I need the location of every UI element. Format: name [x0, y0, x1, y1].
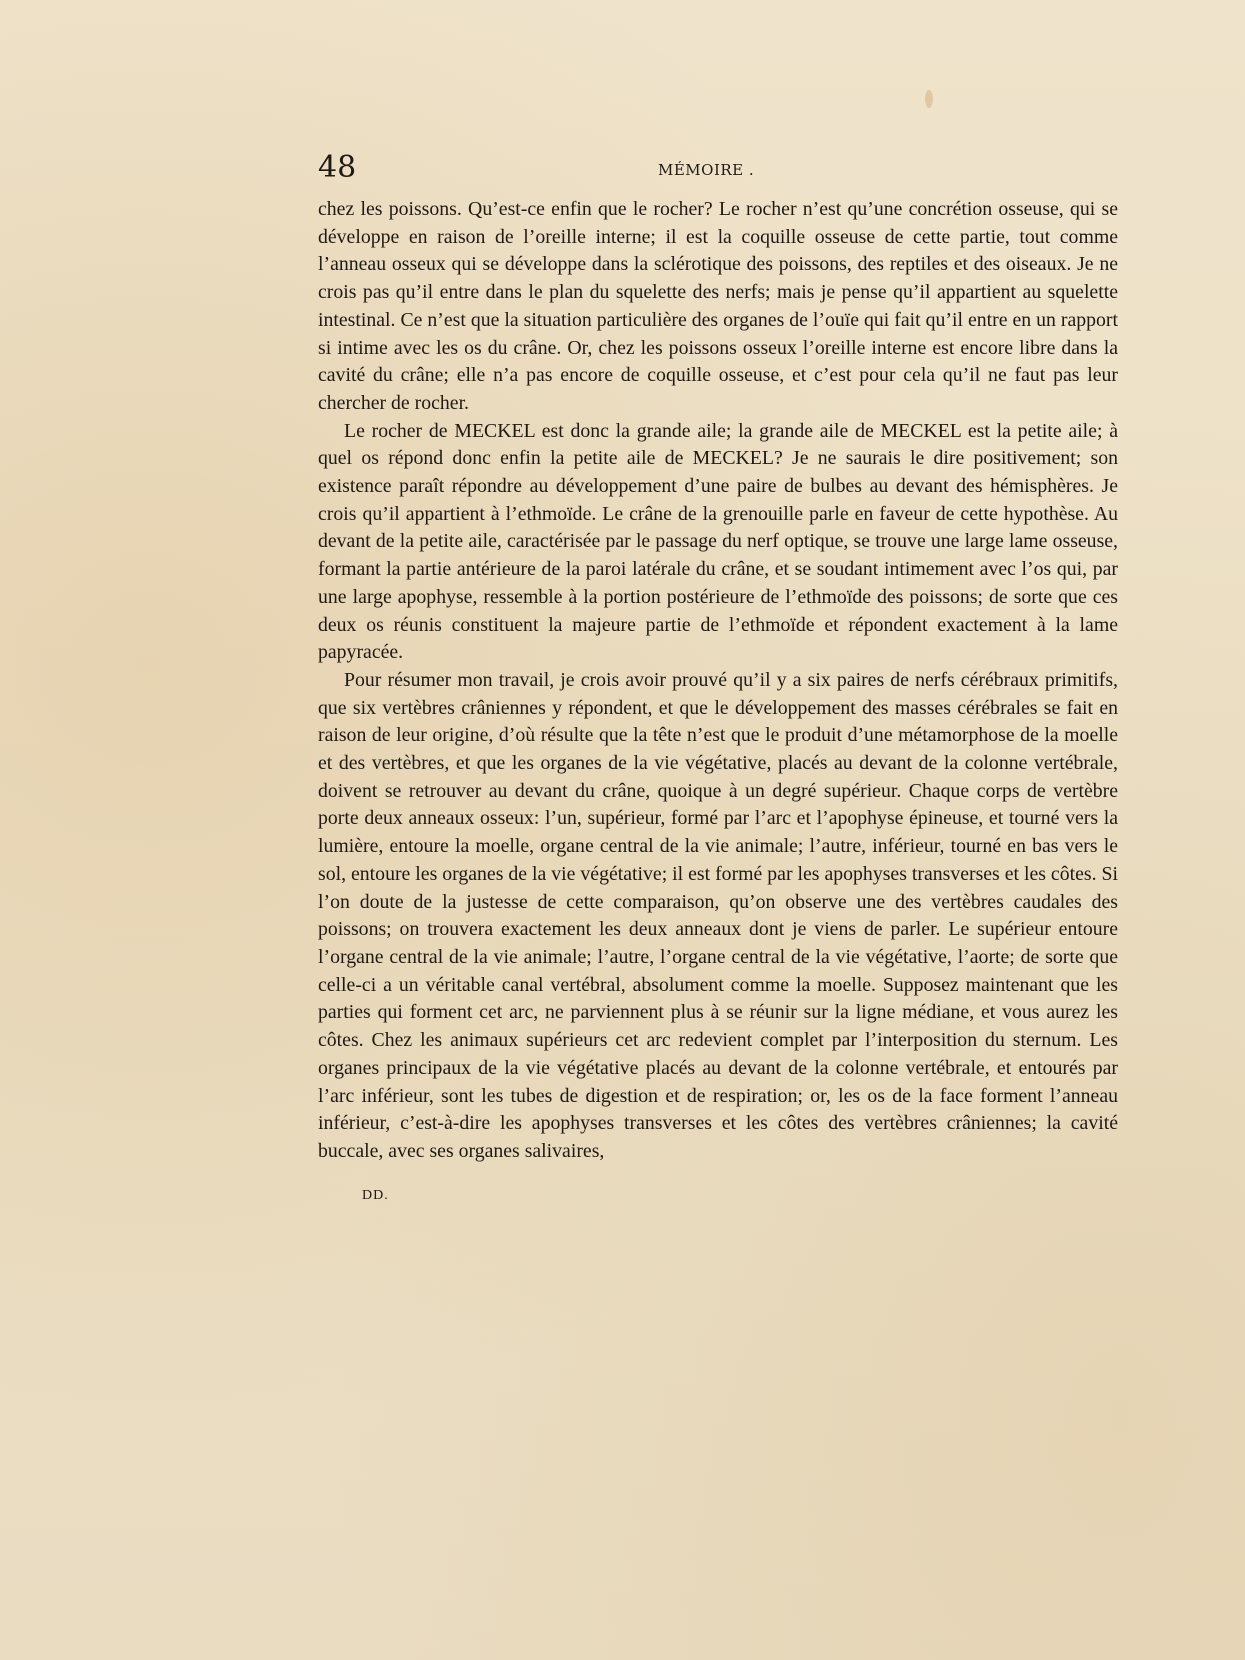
paragraph: Le rocher de MECKEL est donc la grande aile; la grande aile de MECKEL est la petite aile; à quel os répond donc enfin la petite aile de MECKEL? Je ne saurais le dire positivement; son existence paraît répondre au développement d’une paire de bulbes au devant des hémisphères. Je crois qu’il appartient à l’ethmoïde. Le crâne de la grenouille parle en faveur de cette hypothèse. Au devant de la petite aile, caractérisée par le passage du nerf optique, se trouve une large lame osseuse, formant la partie antérieure de la paroi latérale du crâne, et se soudant intimement avec l’os qui, par une large apophyse, ressemble à la portion postérieure de l’ethmoïde des poissons; de sorte que ces deux os réunis constituent la majeure partie de l’ethmoïde et répondent exactement à la lame papyracée.	[318, 419, 1118, 664]
running-title: MÉMOIRE .	[658, 161, 755, 179]
page-header	[318, 150, 1118, 186]
paper-stain	[925, 90, 933, 108]
paragraph: Pour résumer mon travail, je crois avoir prouvé qu’il y a six paires de nerfs cérébraux primitifs, que six vertèbres crâniennes y répondent, et que le développement des masses cérébrales se fait en raison de leur origine, d’où résulte que la tête n’est que le produit d’une métamorphose de la moelle et des vertèbres, et que les organes de la vie végétative, placés au devant de la colonne vertébrale, doivent se retrouver au devant du crâne, quoique à un degré supérieur. Chaque corps de vertèbre porte deux anneaux osseux: l’un, supérieur, formé par l’arc et l’apophyse épineuse, et tourné vers la lumière, entoure la moelle, organe central de la vie animale; l’autre, inférieur, tourné en bas vers le sol, entoure les organes de la vie végétative; il est formé par les apophyses transverses et les côtes. Si l’on doute de la justesse de cette comparaison, qu’on observe une des vertèbres caudales des poissons; on trouvera exactement les deux anneaux dont je viens de parler. Le supérieur entoure l’organe central de la vie animale; l’autre, l’organe central de la vie végétative, l’aorte; de sorte que celle-ci a un véritable canal vertébral, absolument comme la moelle. Supposez maintenant que les parties qui forment cet arc, ne parviennent plus à se réunir sur la ligne médiane, et vous aurez les côtes. Chez les animaux supérieurs cet arc redevient complet par l’interposition du sternum. Les organes principaux de la vie végétative placés au devant de la colonne vertébrale, et entourés par l’arc inférieur, sont les tubes de digestion et de respiration; or, les os de la face forment l’anneau inférieur, c’est-à-dire les apophyses transverses et les côtes des vertèbres crâniennes; la cavité buccale, avec ses organes salivaires,	[318, 668, 1118, 1162]
page-number: 48	[318, 150, 357, 185]
body-text	[318, 196, 1118, 1166]
signature-mark: DD.	[362, 1188, 389, 1203]
paragraph: chez les poissons. Qu’est-ce enfin que le rocher? Le rocher n’est qu’une concrétion osseuse, qui se développe en raison de l’oreille interne; il est la coquille osseuse de cette partie, tout comme l’anneau osseux qui se développe dans la sclérotique des poissons, des reptiles et des oiseaux. Je ne crois pas qu’il entre dans le plan du squelette des nerfs; mais je pense qu’il appartient au squelette intestinal. Ce n’est que la situation particulière des organes de l’ouïe qui fait qu’il entre en un rapport si intime avec les os du crâne. Or, chez les poissons osseux l’oreille interne est encore libre dans la cavité du crâne; elle n’a pas encore de coquille osseuse, et c’est pour cela qu’il ne faut pas leur chercher de rocher.	[318, 198, 1118, 414]
